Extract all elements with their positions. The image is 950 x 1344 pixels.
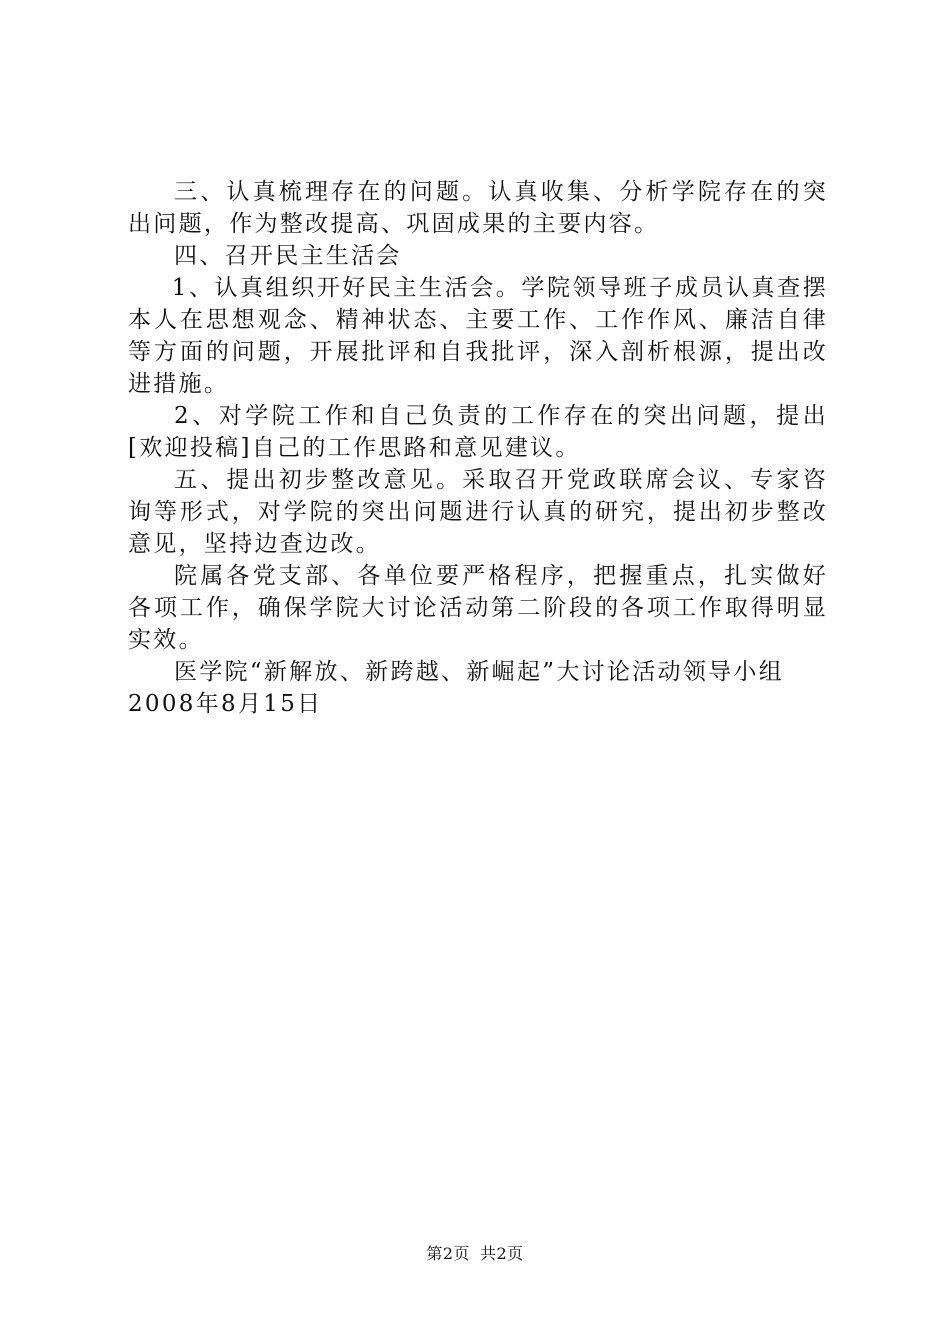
page-total: 共2页 [480,1244,524,1263]
paragraph-closing: 院属各党支部、各单位要严格程序，把握重点，扎实做好各项工作，确保学院大讨论活动第二阶段的各项工作取得明显实效。 [128,563,828,653]
signature-organization: 医学院“新解放、新跨越、新崛起”大讨论活动领导小组 [174,659,785,685]
paragraph-item-two: 2、对学院工作和自己负责的工作存在的突出问题，提出[欢迎投稿]自己的工作思路和意见建议。 [128,403,828,461]
page-number: 第2页 [426,1244,470,1263]
document-body [128,176,828,720]
paragraph-section-three: 三、认真梳理存在的问题。认真收集、分析学院存在的突出问题，作为整改提高、巩固成果的主要内容。 [128,179,828,237]
page-footer [0,1244,950,1264]
paragraph-item-one: 1、认真组织开好民主生活会。学院领导班子成员认真查摆本人在思想观念、精神状态、主要工作、工作作风、廉洁自律等方面的问题，开展批评和自我批评，深入剖析根源，提出改进措施。 [128,275,828,397]
signature-date: 2008年8月15日 [128,691,323,717]
heading-section-four: 四、召开民主生活会 [174,243,402,269]
paragraph-section-five: 五、提出初步整改意见。采取召开党政联席会议、专家咨询等形式，对学院的突出问题进行认真的研究，提出初步整改意见，坚持边查边改。 [128,467,828,557]
